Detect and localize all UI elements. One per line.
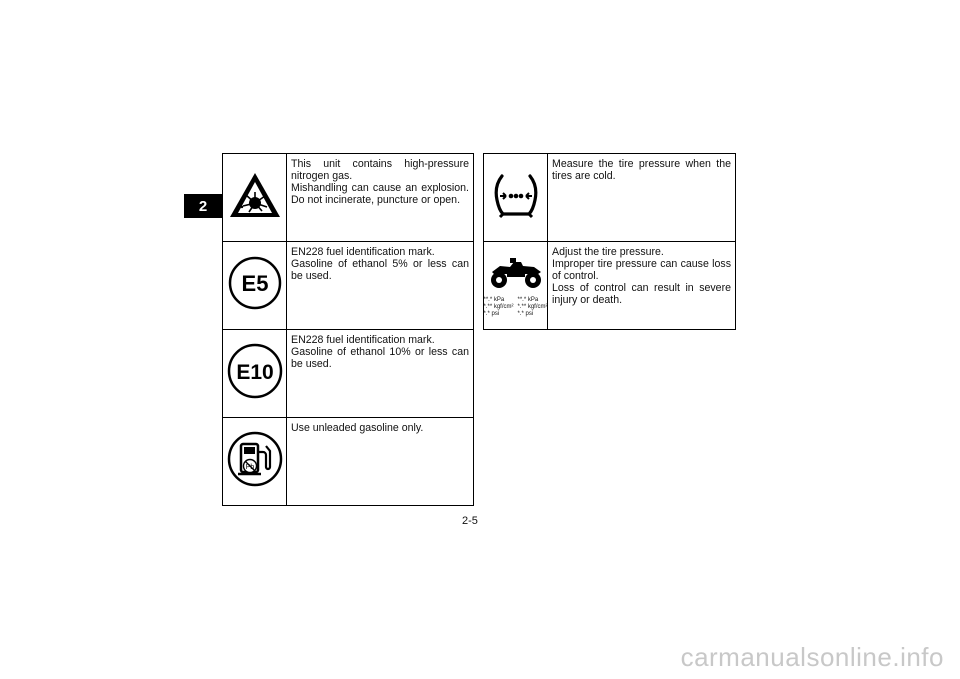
label-text-line: Gasoline of ethanol 10% or less can be used.	[291, 346, 469, 370]
label-text-cell	[287, 330, 474, 418]
label-text-line: EN228 fuel identification mark.	[291, 334, 435, 346]
icon-cell	[223, 330, 287, 418]
svg-text:Pb: Pb	[245, 464, 254, 471]
label-text-cell	[287, 242, 474, 330]
label-text-line: Loss of control can result in severe injury or death.	[552, 282, 731, 306]
label-row	[484, 154, 736, 242]
page-number: 2-5	[462, 515, 478, 527]
pressure-value: *.** kgf/cm²	[517, 303, 548, 310]
tire-pressure-icon	[489, 170, 543, 220]
unleaded-fuel-pump-icon	[226, 430, 284, 488]
e10-fuel-mark-icon	[226, 342, 284, 400]
icon-cell	[223, 154, 287, 242]
pressure-value: **.* kPa	[517, 296, 539, 303]
e5-mark-text: E5	[241, 271, 268, 296]
label-row	[223, 418, 474, 506]
label-text-line: Measure the tire pressure when the tires are cold.	[552, 158, 731, 182]
pressure-value: *.* psi	[517, 310, 534, 317]
label-text-line: Adjust the tire pressure.	[552, 246, 664, 258]
icon-cell	[484, 242, 548, 330]
label-text-cell	[548, 242, 736, 330]
label-text-line: This unit contains high-pressure nitrogen gas.	[291, 158, 469, 182]
icon-cell	[223, 418, 287, 506]
watermark: carmanualsonline.info	[680, 642, 944, 672]
label-text-cell	[287, 154, 474, 242]
e5-fuel-mark-icon	[227, 255, 283, 311]
pressure-rear	[518, 297, 548, 318]
label-text-line: Use unleaded gasoline only.	[291, 422, 424, 434]
label-row	[223, 330, 474, 418]
label-text-cell	[287, 418, 474, 506]
label-text-line: EN228 fuel identification mark.	[291, 246, 435, 258]
icon-cell	[223, 242, 287, 330]
label-table-left	[222, 153, 474, 506]
label-row	[484, 242, 736, 330]
label-text-cell	[548, 154, 736, 242]
e10-mark-text: E10	[235, 361, 274, 384]
pressure-front	[483, 297, 513, 318]
label-text-line: Mishandling can cause an explosion. Do not incinerate, puncture or open.	[291, 182, 469, 206]
chapter-tab: 2	[184, 194, 222, 218]
label-text-line: Gasoline of ethanol 5% or less can be used.	[291, 258, 469, 282]
label-table-right	[483, 153, 736, 330]
pressure-spec	[484, 297, 547, 318]
explosion-warning-icon	[228, 170, 282, 220]
pressure-value: *.* psi	[483, 310, 500, 317]
label-text-line: Improper tire pressure can cause loss of control.	[552, 258, 731, 282]
icon-cell	[484, 154, 548, 242]
pressure-value: *.** kgf/cm²	[483, 303, 514, 310]
label-row	[223, 154, 474, 242]
atv-tire-pressure-icon	[486, 254, 546, 290]
label-row	[223, 242, 474, 330]
pressure-value: **.* kPa	[483, 296, 505, 303]
